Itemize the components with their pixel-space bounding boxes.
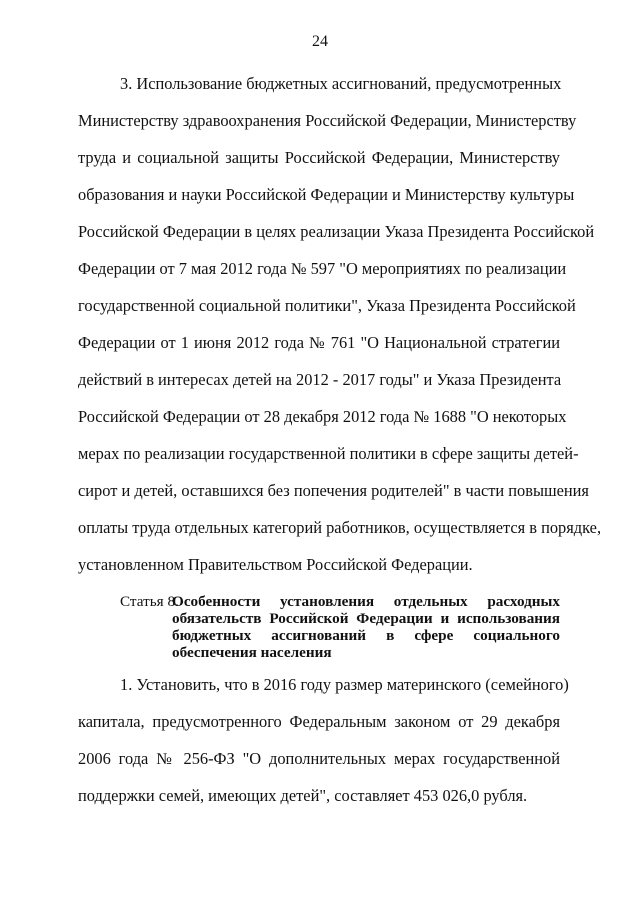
- paragraph-line: капитала, предусмотренного Федеральным законом от 29 декабря: [78, 712, 560, 731]
- page-number: 24: [312, 33, 328, 50]
- paragraph-line: установленном Правительством Российской Федерации.: [78, 555, 473, 574]
- paragraph-line: государственной социальной политики", Указа Президента Российской: [78, 296, 576, 315]
- paragraph-line: Российской Федерации в целях реализации Указа Президента Российской: [78, 222, 595, 241]
- article-title-line: Особенности установления отдельных расходных: [172, 593, 560, 610]
- paragraph-line: действий в интересах детей на 2012 - 2017 годы" и Указа Президента: [78, 370, 562, 389]
- paragraph-line: мерах по реализации государственной политики в сфере защиты детей-: [78, 444, 579, 463]
- article-title-line: бюджетных ассигнований в сфере социального: [172, 627, 560, 644]
- paragraph-line: Министерству здравоохранения Российской Федерации, Министерству: [78, 111, 577, 130]
- article-title-line: обеспечения населения: [172, 644, 332, 661]
- paragraph-line: Российской Федерации от 28 декабря 2012 года № 1688 "О некоторых: [78, 407, 567, 426]
- paragraph-line: 3. Использование бюджетных ассигнований, предусмотренных: [120, 74, 562, 93]
- paragraph-line: поддержки семей, имеющих детей", составляет 453 026,0 рубля.: [78, 786, 528, 805]
- article-title: [172, 593, 560, 661]
- paragraph-line: 1. Установить, что в 2016 году размер материнского (семейного): [120, 675, 569, 694]
- paragraph-line: сирот и детей, оставшихся без попечения родителей" в части повышения: [78, 481, 589, 500]
- article-title-line: обязательств Российской Федерации и использования: [172, 610, 560, 627]
- paragraph-line: 2006 года № 256-ФЗ "О дополнительных мерах государственной: [78, 749, 560, 768]
- paragraph-line: труда и социальной защиты Российской Федерации, Министерству: [78, 148, 560, 167]
- paragraph-line: Федерации от 7 мая 2012 года № 597 "О мероприятиях по реализации: [78, 259, 567, 278]
- paragraph-line: Федерации от 1 июня 2012 года № 761 "О Национальной стратегии: [78, 333, 560, 352]
- paragraph-line: оплаты труда отдельных категорий работников, осуществляется в порядке,: [78, 518, 602, 537]
- paragraph-line: образования и науки Российской Федерации и Министерству культуры: [78, 185, 575, 204]
- article-label: Статья 8.: [120, 593, 179, 610]
